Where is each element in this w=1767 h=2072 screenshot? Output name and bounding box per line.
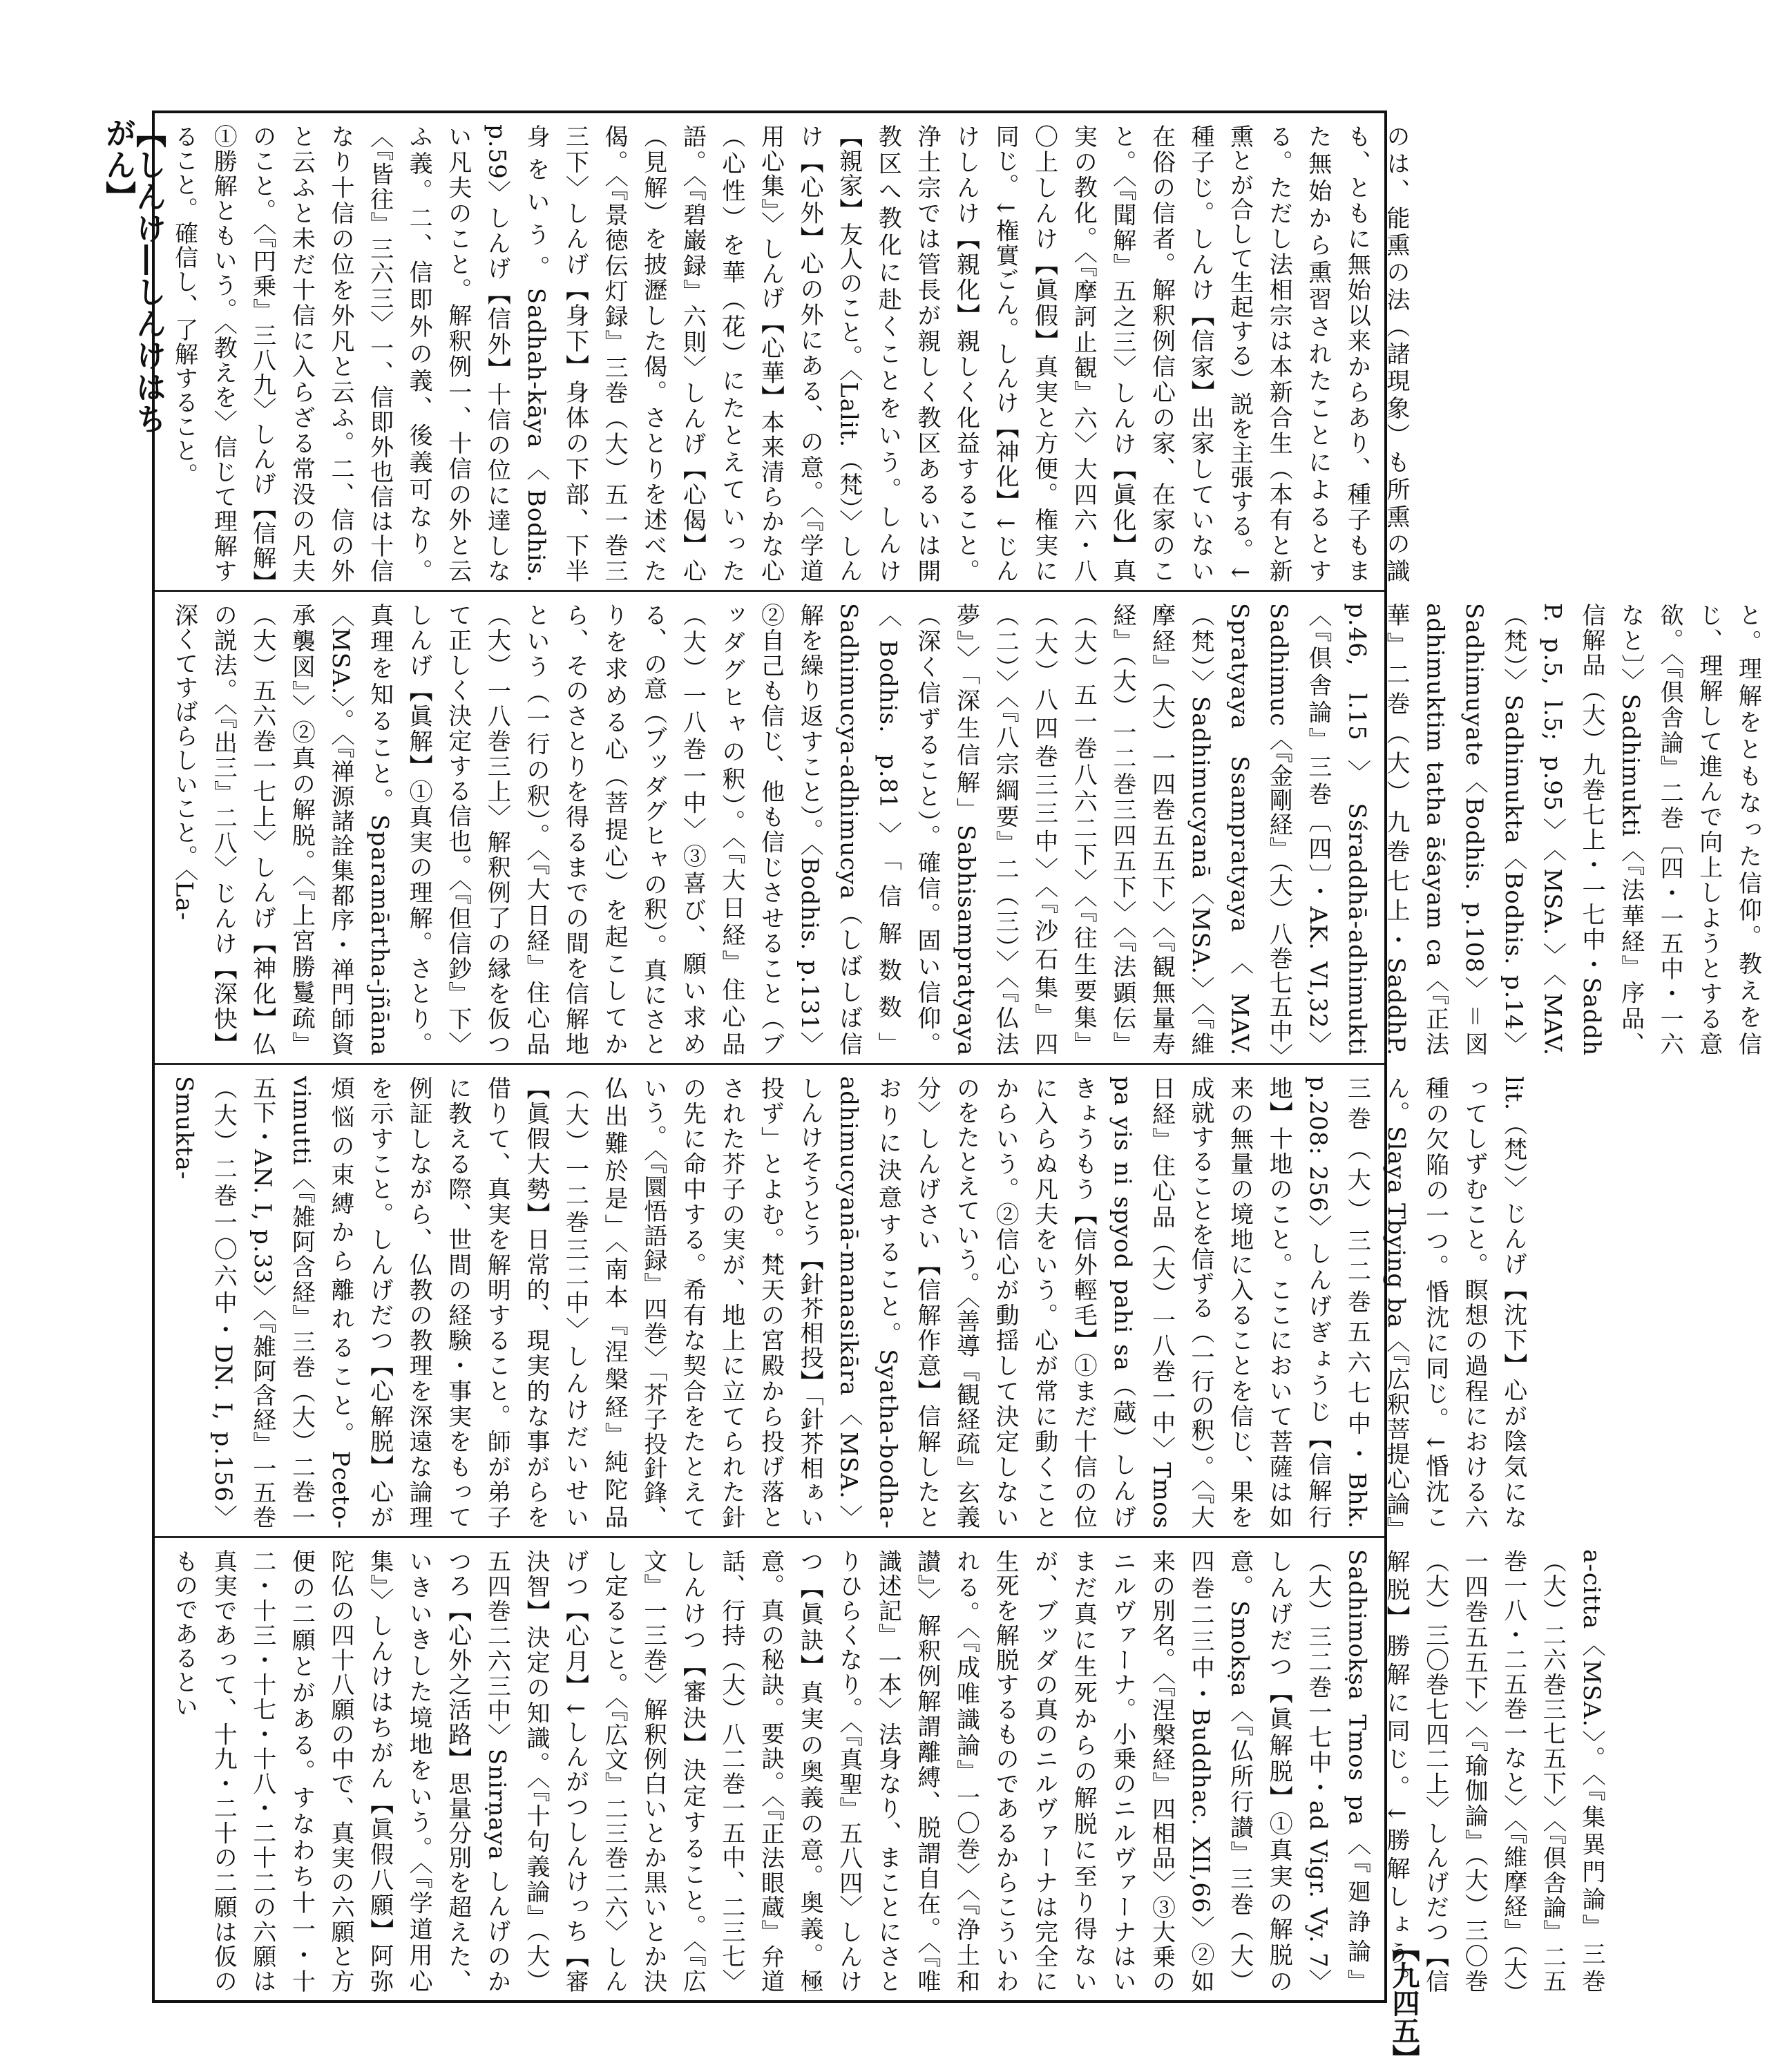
tier-1 xyxy=(155,113,1410,590)
running-title: 【しんけ―しんけはちがん】 xyxy=(100,117,166,435)
tier-4 xyxy=(155,1538,1605,2000)
tier-4-text: a-citta〈MSA.〉。〈『集異門論』三巻（大）二六巻三七五下〉〈『倶舎論』二五巻一八・二五巻一なと〉〈『維摩経』（大）一四巻五五下〉〈『瑜伽論』（大）三〇巻（大）三〇巻七四二上〉しんげだつ【信解脱】勝解に同じ。↓勝解しょう。Sadhimokṣa Tmos pa〈『廻諍論』（大）三二巻一七中・ad Vigr. Vy. 7〉しんげだつ【眞解脱】①真実の解脱の意。Smokṣa〈『仏所行讃』三巻（大）四巻二三中・Buddhac. XII,66〉②如来の別名。〈『涅槃経』四相品〉③大乗のニルヴァーナ。小乗のニルヴァーナはいまだ真に生死からの解脱に至り得ないが、ブッダの真のニルヴァーナは完全に生死を解脱するものであるからこういわれる。〈『成唯識論』一〇巻〉〈『浄土和讃』〉解釈例解謂離縛、脱謂自在。〈『唯識述記』一本〉法身なり、まことにさとりひらくなり。〈『真聖』五八四〉しんけつ【眞訣】真実の奥義の意。奥義。極意。真の秘訣。要訣。〈『正法眼蔵』弁道話、行持（大）八二巻一五中、二三七〉しんけつ【審決】決定すること。〈『広文』一三巻〉解釈例白いとか黒いとか決し定ること。〈『広文』二三巻二六〉しんげつ【心月】↓しんがつしんけっち【審決智】決定の知識。〈『十句義論』（大）五四巻二六三中〉Snirṇaya しんげのかつろ【心外之活路】思量分別を超えた、いきいきした境地をいう。〈『学道用心集』〉しんけはちがん【眞假八願】阿弥陀仏の四十八願の中で、真実の六願と方便の二願とがある。すなわち十一・十二・十三・十七・十八・二十二の六願は真実であって、十九・二十の二願は仮のものであるとい xyxy=(170,1549,1605,1994)
tier-2 xyxy=(155,592,1762,1063)
tier-2-text: と。理解をともなった信仰。教えを信じ、理解して進んで向上しようとする意欲。〈『倶舎論』二巻〔四・一五中・一六なと〕〉Sadhimukti〈『法華経』序品、信解品（大）九巻七上・一七中・Saddh P. p.5, l.5; p.95〉〈MSA.〉〈MAV.（梵）〉Sadhimukta〈Bodhis. p.14〉Sadhimuyate〈Bodhis. p.108〉＝図adhimuktim tatha āśayam ca〈『正法華』二巻（大）九巻七上・SaddhP. p.46, l.15〉Sśraddhā-adhimukti〈『倶舎論』三巻〔四〕・AK. VI,32〉Sadhimuc〈『金剛経』（大）八巻七五中〉Spratyaya Ssampratyaya〈MAV.（梵）〉Sadhimucyanā〈MSA.〉〈『維摩経』（大）一四巻五五下〉〈『観無量寿経』（大）一二巻三四五下〉〈『法顕伝』（大）五一巻八六二下〉〈『往生要集』（大）八四巻三三中〉〈『沙石集』四（二）〉〈『八宗綱要』二（三）〉〈『仏法夢』〉「深生信解」Sabhisampratyaya（深く信ずること）。確信。固い信仰。〈Bodhis. p.81〉「信解数数」Sadhimucya-adhimucya（しばしば信解を繰り返すこと）。〈Bodhis. p.131〉②自己も信じ、他も信じさせること（ブッダグヒャの釈）。〈『大日経』住心品（大）一八巻一中〉③喜び、願い求める、の意（ブッダグヒャの釈）。真にさとりを求める心（菩提心）を起こしてから、そのさとりを得るまでの間を信解地という（一行の釈）。〈『大日経』住心品（大）一八巻三上〉解釈例了の縁を仮つて正しく決定する信也。〈『但信鈔』下〉しんげ【眞解】①真実の理解。さとり。真理を知ること。Sparamārtha-jñāna〈MSA.〉。〈『禅源諸詮集都序・禅門師資承襲図』〉②真の解脱。〈『上宮勝鬘疏』（大）五六巻一七上〉しんげ【神化】仏の説法。〈『出三』二八〉じんけ【深快】深くてすばらしいこと。〈La- xyxy=(170,603,1762,1057)
tier-3 xyxy=(155,1065,1527,1536)
page-number: 【九四五】 xyxy=(1388,1934,1420,2072)
tier-3-text: lit.（梵）〉じんげ【沈下】心が陰気になってしずむこと。瞑想の過程における六種の欠陥の一つ。惛沈に同じ。↓惛沈こん。Slaya Tbying ba〈『広釈菩提心論』三巻（大）三二巻五六七中・Bhk. p.208: 256〉しんげぎょうじ【信解行地】十地のこと。ここにおいて菩薩は如来の無量の境地に入ることを信じ、果を成就することを信ずる（一行の釈）。〈『大日経』住心品（大）一八巻一中〉Tmos pa yis ni spyod pahi sa（蔵）しんげきょうもう【信外輕毛】①まだ十信の位に入らぬ凡夫をいう。心が常に動くことからいう。②信心が動揺して決定しないのをたとえていう。〈善導『観経疏』玄義分〉しんげさい【信解作意】信解したとおりに決意すること。Syatha-bodha-adhimucyanā-manasikāra〈MSA.〉しんけそうとう【針芥相投】「針芥相ぁい投ず」とよむ。梵天の宮殿から投げ落とされた芥子の実が、地上に立てられた針の先に命中する。希有な契合をたとえていう。〈『圜悟語録』四巻〉「芥子投針鋒、仏出難於是」〈南本『涅槃経』純陀品（大）一二巻三二中〉しんけだいせい【眞假大勢】日常的、現実的な事がらを借りて、真実を解明すること。師が弟子に教える際、世間の経験・事実をもって例証しながら、仏教の教理を深遠な論理を示すこと。しんげだつ【心解脱】心が煩悩の束縛から離れること。Pceto-vimutti〈『雑阿含経』三巻（大）二巻一五下・AN. I, p.33〉〈『雑阿含経』一五巻（大）二巻一〇六中・DN. I, p.156〉Smukta- xyxy=(170,1076,1527,1530)
tier-1-text: のは、能熏の法（諸現象）も所熏の識も、ともに無始以来からあり、種子もまた無始から熏習されたことによるとする。ただし法相宗は本新合生（本有と新熏とが合して生起する）説を主張する。↓種子じ。しんけ【信家】出家していない在俗の信者。解釈例信心の家、在家のこと。〈『聞解』五之三〉しんけ【眞化】真実の教化。〈『摩訶止観』六〉大四六・八〇上しんけ【眞假】真実と方便。権実に同じ。↓権實ごん。しんけ【神化】↓じんけしんけ【親化】親しく化益すること。浄土宗では管長が親しく教区あるいは開教区へ教化に赴くことをいう。しんけ【親家】友人のこと。〈Lalit.（梵）〉しんけ【心外】心の外にある、の意。〈『学道用心集』〉しんげ【心華】本来清らかな心（心性）を華（花）にたとえていった語。〈『碧巌録』六則〉しんげ【心偈】心（見解）を披瀝した偈。さとりを述べた偈。〈『景徳伝灯録』三巻（大）五一巻三三下〉しんげ【身下】身体の下部、下半身をいう。Sadhah-kāya〈Bodhis. p.59〉しんげ【信外】十信の位に達しない凡夫のこと。解釈例一、十信の外と云ふ義。二、信即外の義、後義可なり。〈『皆往』三六三〉一、信即外也信は十信なり十信の位を外凡と云ふ。二、信の外と云ふと未だ十信に入らざる常没の凡夫のこと。〈『円乗』三八九〉しんげ【信解】①勝解ともいう。〈教えを〉信じて理解すること。確信し、了解すること。 xyxy=(170,124,1410,583)
